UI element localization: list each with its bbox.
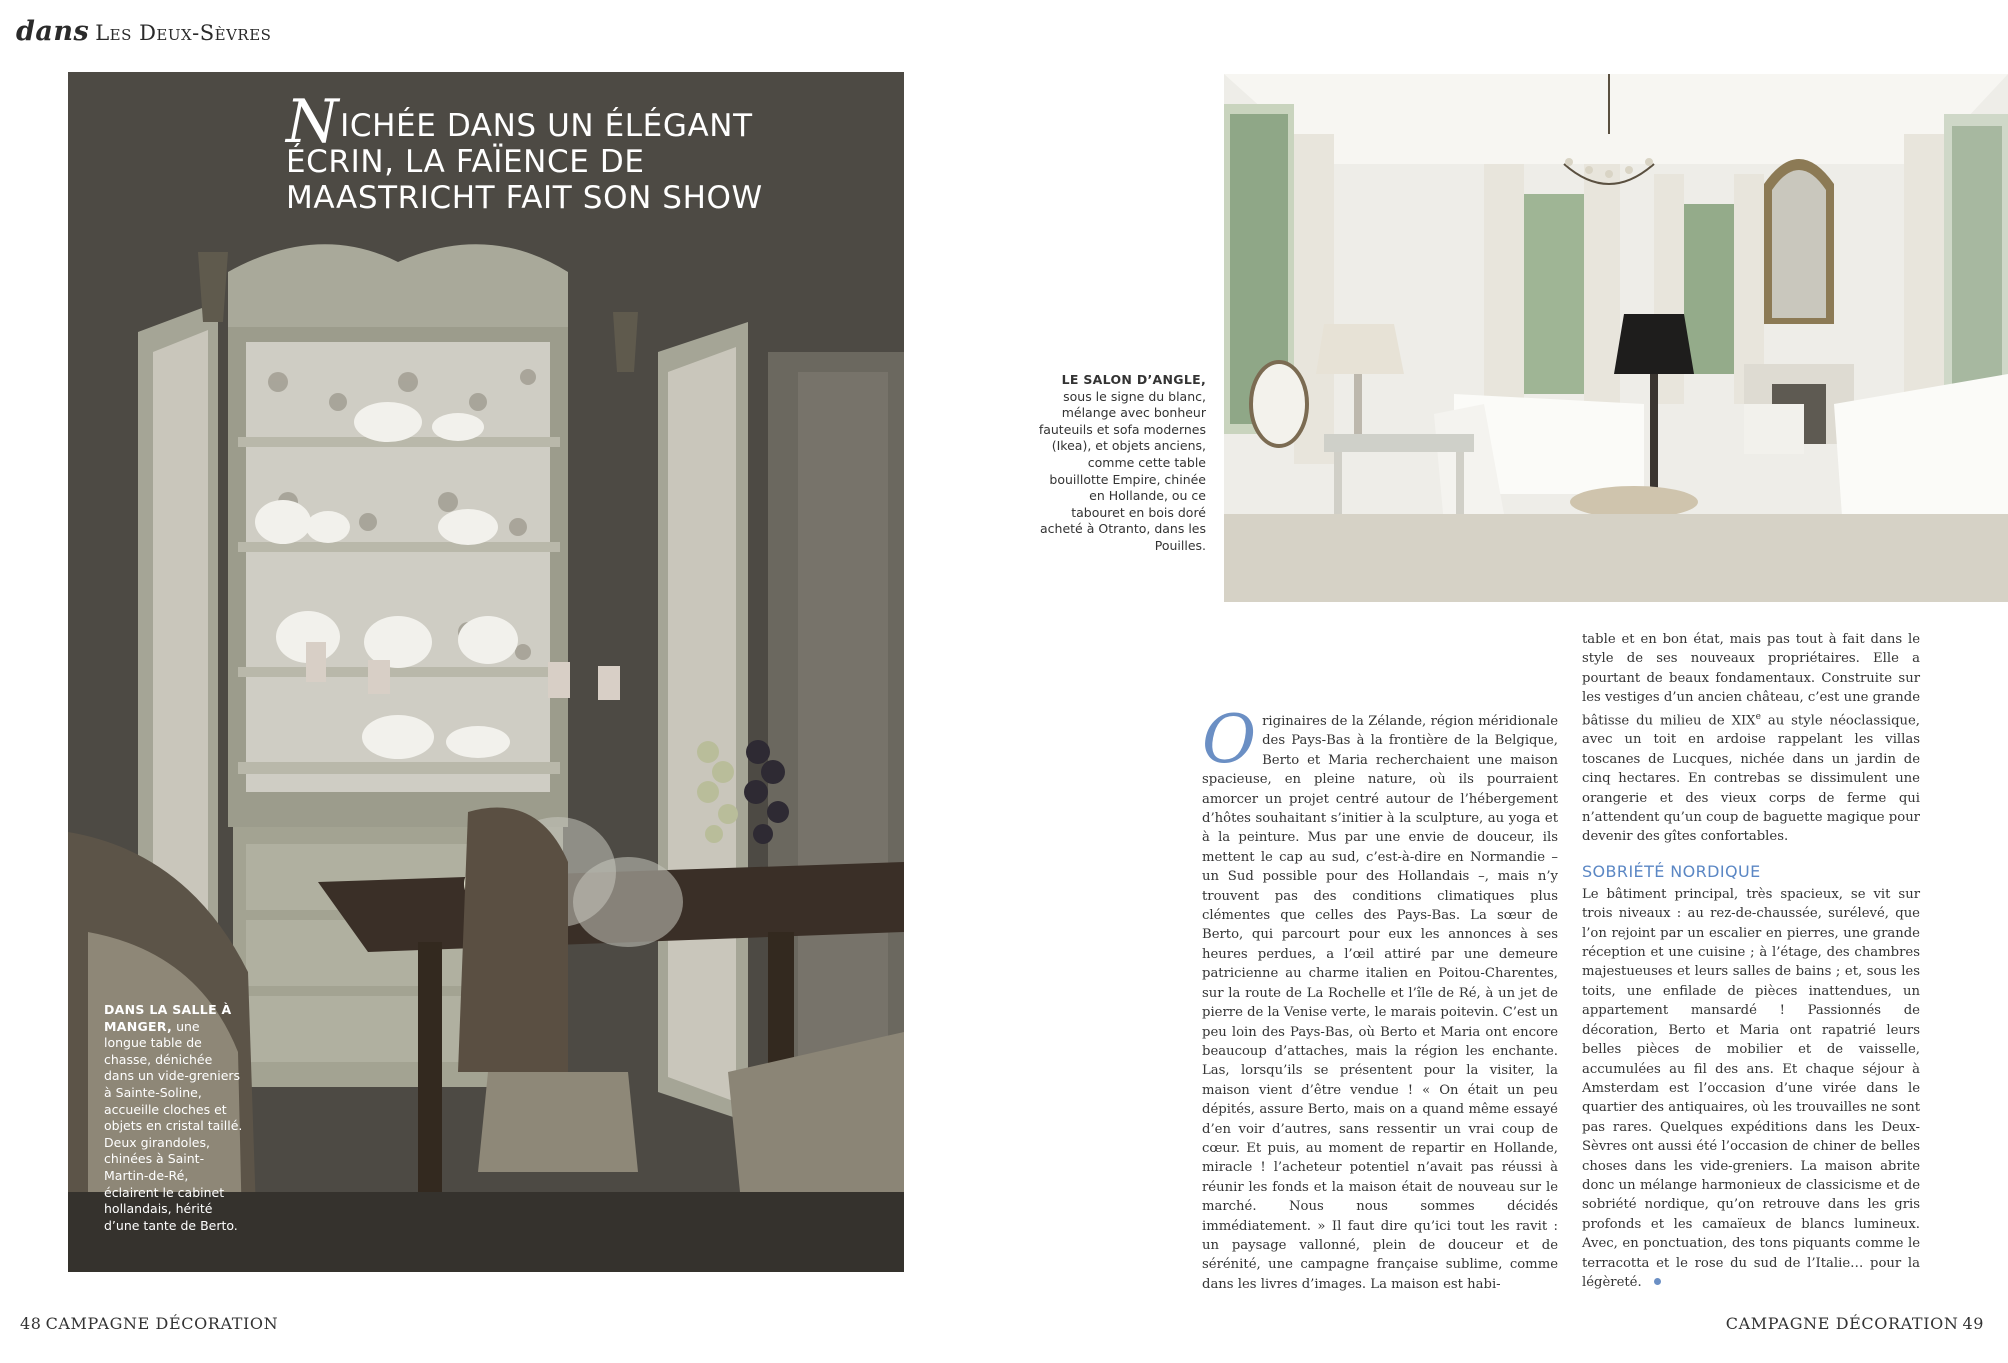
caption-salon-text: sous le signe du blanc, mélange avec bonheur fauteuils et sofa modernes (Ikea), et objets anciens, comme cette table bouillotte Empire, chinée en Hollande, ou ce tabouret en bois doré acheté à Otranto, dans les Pouilles. [1038, 388, 1206, 553]
section-subhead: SOBRIÉTÉ NORDIQUE [1582, 861, 1761, 881]
page-number-left: 48 [20, 1314, 42, 1333]
running-head-dans: dans [16, 16, 90, 47]
article-text-1: riginaires de la Zélande, région méridionale des Pays-Bas à la frontière de la Belgique, Berto et Maria recherchaient une maison spacieuse, en pleine nature, où ils pourraient amorcer un projet centré autour de l’hébergement d’hôtes souhaitant s’initier à la sculpture, au yoga et à la peinture. Mus par une envie de douceur, ils mettent le cap au sud, c’est-à-dire en Normandie – un Sud possible pour des Hollandais –, mais n’y trouvent pas des conditions climatiques plus clémentes que celles des Pays-Bas. La sœur de Berto, qui parcourt pour eux les annonces à ses heures perdues, a l’œil attiré par une demeure patricienne au charme italien en Poitou-Charentes, sur la route de La Rochelle et l’île de Ré, à un jet de pierre de la Venise verte, le marais poitevin. C’est un peu loin des Pays-Bas, où Berto et Maria ont encore beaucoup d’attaches, mais la région les enchante. Las, lorsqu’ils se présentent pour la visiter, la maison vient d’être vendue ! « On était un peu dépités, assure Berto, mais on a quand même essayé d’en voir d’autres, sans ressentir un vrai coup de cœur. Et puis, au moment de repartir en Hollande, miracle ! l’acheteur potentiel n’avait pas réussi à réunir les fonds et la maison était de nouveau sur le marché. Nous nous sommes décidés immédiatement. » Il faut dire qu’ici tout les ravit : un paysage vallonné, plein de douceur et de sérénité, une campagne française sublime, comme dans les livres d’images. La maison est habi- [1202, 714, 1558, 1292]
caption-dining-room [104, 1002, 244, 1234]
article-text-2a: table et en bon état, mais pas tout à fait dans le style de ses nouveaux propriétaires. Elle a pourtant de beaux fondamentaux. Construite sur les vestiges d’un ancien château, c’est une grande bâtisse du milieu de XIX [1582, 632, 1920, 729]
drop-cap: O [1202, 701, 1257, 778]
headline [286, 87, 846, 216]
article-column-2 [1582, 630, 1920, 1292]
running-head [16, 16, 271, 47]
article-column-1 [1202, 701, 1558, 1294]
salon-illustration [1224, 74, 2008, 602]
caption-dining-lead: DANS LA SALLE À MANGER, [104, 1002, 232, 1034]
caption-dining-text: une longue table de chasse, dénichée dans un vide-greniers à Sainte-Soline, accueille cloches et objets en cristal taillé. Deux girandoles, chinées à Saint-Martin-de-Ré, éclairent le cabinet hollandais, hérité d’une tante de Berto. [104, 1018, 243, 1233]
magazine-name-right: CAMPAGNE DÉCORATION [1725, 1314, 1959, 1333]
salon-photo [1224, 74, 2008, 602]
page-number-right: 49 [1962, 1314, 1984, 1333]
magazine-name-left: CAMPAGNE DÉCORATION [45, 1314, 279, 1333]
article-paragraph-1 [1202, 701, 1558, 1294]
article-text-3: Le bâtiment principal, très spacieux, se vit sur trois niveaux : au rez-de-chaussée, surélevé, que l’on rejoint par un escalier en pierres, une grande réception et une cuisine ; à l’étage, des chambres majestueuses et leurs salles de bains ; et, sous les toits, une enfilade de pièces inattendues, un appartement mansardé ! Passionnés de décoration, Berto et Maria ont rapatrié leurs belles pièces de mobilier et de vaisselle, accumulées au fil des ans. Et chaque séjour à Amsterdam est l’occasion d’une virée dans le quartier des antiquaires, où les trouvailles ne sont pas rares. Quelques expéditions dans les Deux-Sèvres ont aussi été l’occasion de chiner de belles choses dans les vide-greniers. La maison abrite donc un mélange harmonieux de classicisme et de sobriété nordique, qu’on retrouve dans les gris profonds et les camaïeux de blancs lumineux. Avec, en ponctuation, des tons piquants comme le terracotta et le rose du sud de l’Italie… pour la légèreté. [1582, 886, 1920, 1290]
folio-right [1726, 1314, 1988, 1333]
caption-salon [1034, 372, 1206, 555]
century-superscript: e [1755, 711, 1761, 722]
caption-salon-lead: LE SALON D’ANGLE, [1061, 372, 1206, 387]
running-head-region: Les Deux-Sèvres [95, 21, 272, 45]
article-paragraph-3 [1582, 885, 1920, 1293]
headline-initial: N [286, 87, 340, 157]
end-mark-icon [1654, 1278, 1661, 1285]
article-text-2b: au style néoclassique, avec un toit en ardoise rappelant les villas toscanes de Lucques, nichée dans un jardin de cinq hectares. En contrebas se dissimulent une orangerie et des vieux corps de ferme qui n’attendent qu’un coup de baguette magique pour devenir des gîtes confortables. [1582, 713, 1920, 845]
article-paragraph-2 [1582, 630, 1920, 847]
folio-left [16, 1314, 278, 1333]
headline-text: ICHÉE DANS UN ÉLÉGANT ÉCRIN, LA FAÏENCE DE MAASTRICHT FAIT SON SHOW [286, 108, 763, 216]
